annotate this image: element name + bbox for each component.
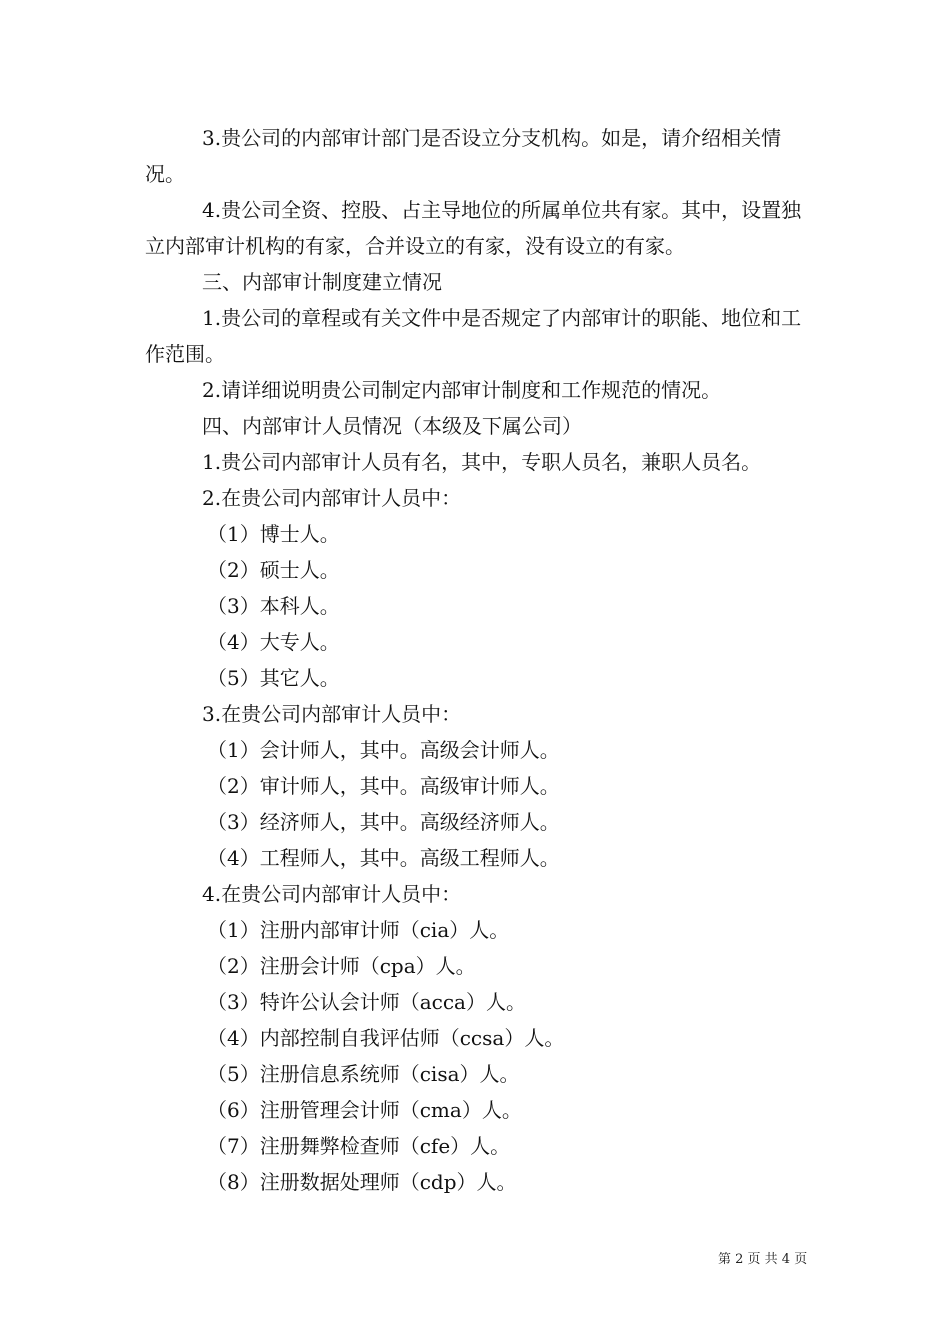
paragraph-branch-offices: 3.贵公司的内部审计部门是否设立分支机构。如是，请介绍相关情况。	[145, 126, 782, 186]
list-item: （3）特许公认会计师（acca）人。	[207, 990, 526, 1014]
question-staff-count: 1.贵公司内部审计人员有名，其中，专职人员名，兼职人员名。	[202, 450, 762, 474]
paragraph-charter: 1.贵公司的章程或有关文件中是否规定了内部审计的职能、地位和工作范围。	[145, 306, 802, 366]
paragraph-system-norms: 2.请详细说明贵公司制定内部审计制度和工作规范的情况。	[202, 378, 722, 402]
list-item: （1）注册内部审计师（cia）人。	[207, 918, 510, 942]
list-item: （2）注册会计师（cpa）人。	[207, 954, 476, 978]
list-item: （3）经济师人，其中。高级经济师人。	[207, 810, 560, 834]
section-heading-audit-staff: 四、内部审计人员情况（本级及下属公司）	[202, 414, 582, 438]
list-item: （2）审计师人，其中。高级审计师人。	[207, 774, 560, 798]
list-item: （5）注册信息系统师（cisa）人。	[207, 1062, 520, 1086]
paragraph-subsidiaries: 4.贵公司全资、控股、占主导地位的所属单位共有家。其中，设置独立内部审计机构的有家，合并设立的有家，没有设立的有家。	[145, 198, 802, 258]
list-item: （4）大专人。	[207, 630, 340, 654]
list-item: （4）内部控制自我评估师（ccsa）人。	[207, 1026, 565, 1050]
question-education: 2.在贵公司内部审计人员中：	[202, 486, 462, 510]
question-certifications: 4.在贵公司内部审计人员中：	[202, 882, 462, 906]
list-item: （7）注册舞弊检查师（cfe）人。	[207, 1134, 511, 1158]
list-item: （1）博士人。	[207, 522, 340, 546]
list-item: （2）硕士人。	[207, 558, 340, 582]
question-titles: 3.在贵公司内部审计人员中：	[202, 702, 462, 726]
section-heading-audit-system: 三、内部审计制度建立情况	[202, 270, 442, 294]
list-item: （3）本科人。	[207, 594, 340, 618]
page-number-footer: 第 2 页 共 4 页	[718, 1252, 808, 1267]
list-item: （1）会计师人，其中。高级会计师人。	[207, 738, 560, 762]
list-item: （4）工程师人，其中。高级工程师人。	[207, 846, 560, 870]
list-item: （6）注册管理会计师（cma）人。	[207, 1098, 522, 1122]
document-body	[145, 120, 817, 1200]
list-item: （8）注册数据处理师（cdp）人。	[207, 1170, 517, 1194]
list-item: （5）其它人。	[207, 666, 340, 690]
